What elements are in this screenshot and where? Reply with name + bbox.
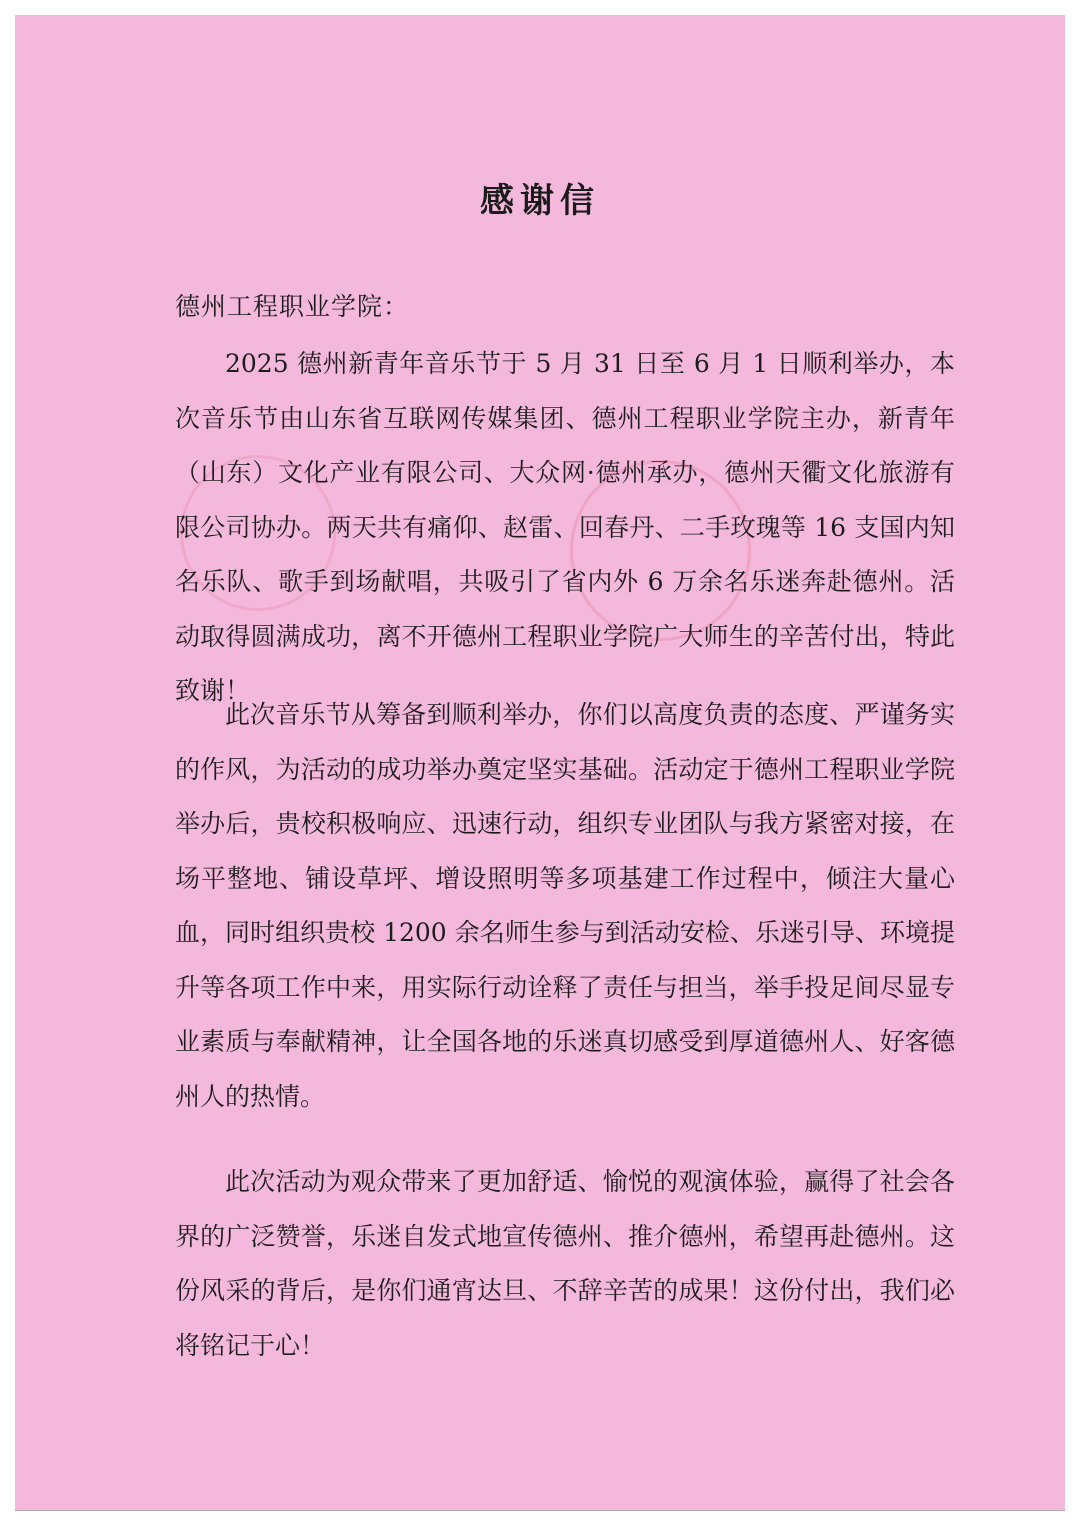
paragraph-1: 2025 德州新青年音乐节于 5 月 31 日至 6 月 1 日顺利举办，本次音乐节由山东省互联网传媒集团、德州工程职业学院主办，新青年（山东）文化产业有限公司、大众网·德州承办，德州天衢文化旅游有限公司协办。两天共有痛仰、赵雷、回春丹、二手玫瑰等 16 支国内知名乐队、歌手到场献唱，共吸引了省内外 6 万余名乐迷奔赴德州。活动取得圆满成功，离不开德州工程职业学院广大师生的辛苦付出，特此致谢！ [175, 349, 955, 705]
letter-page [15, 15, 1065, 1510]
paragraph-2: 此次音乐节从筹备到顺利举办，你们以高度负责的态度、严谨务实的作风，为活动的成功举办奠定坚实基础。活动定于德州工程职业学院举办后，贵校积极响应、迅速行动，组织专业团队与我方紧密对接，在场平整地、铺设草坪、增设照明等多项基建工作过程中，倾注大量心血，同时组织贵校 1200 余名师生参与到活动安检、乐迷引导、环境提升等各项工作中来，用实际行动诠释了责任与担当，举手投足间尽显专业素质与奉献精神，让全国各地的乐迷真切感受到厚道德州人、好客德州人的热情。 [175, 700, 955, 1111]
letter-title: 感谢信 [480, 181, 600, 221]
salutation: 德州工程职业学院： [175, 292, 410, 321]
paragraph-3: 此次活动为观众带来了更加舒适、愉悦的观演体验，赢得了社会各界的广泛赞誉，乐迷自发式地宣传德州、推介德州，希望再赴德州。这份风采的背后，是你们通宵达旦、不辞辛苦的成果！这份付出，我们必将铭记于心！ [175, 1167, 955, 1360]
